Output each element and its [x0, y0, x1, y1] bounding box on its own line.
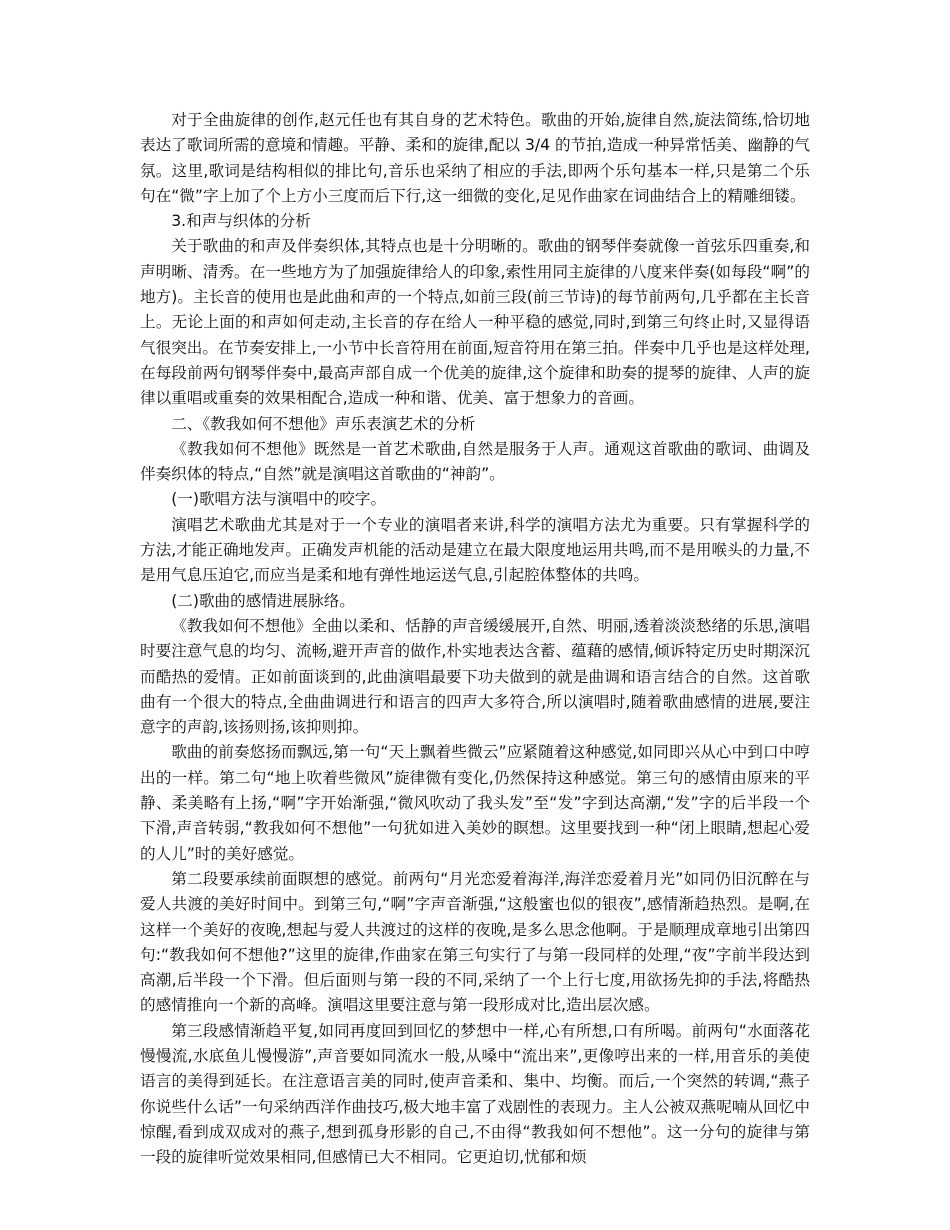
paragraph-harmony-texture: 关于歌曲的和声及伴奏织体,其特点也是十分明晰的。歌曲的钢琴伴奏就像一首弦乐四重奏,和声明晰、清秀。在一些地方为了加强旋律给人的印象,索性用同主旋律的八度来伴奏(如每段“啊”的地方)。主长音的使用也是此曲和声的一个特点,如前三段(前三节诗)的每节前两句,几乎都在主长音上。无论上面的和声如何走动,主长音的存在给人一种平稳的感觉,同时,到第三句终止时,又显得语气很突出。在节奏安排上,一小节中长音符用在前面,短音符用在第三拍。伴奏中几乎也是这样处理,在每段前两句钢琴伴奏中,最高声部自成一个优美的旋律,这个旋律和助奏的提琴的旋律、人声的旋律以重唱或重奏的效果相配合,造成一种和谐、优美、富于想象力的音画。	[140, 237, 810, 408]
paragraph-vocal-intro: 《教我如何不想他》既然是一首艺术歌曲,自然是服务于人声。通观这首歌曲的歌词、曲调及伴奏织体的特点,“自然”就是演唱这首歌曲的“神韵”。	[140, 439, 810, 484]
document-page	[140, 108, 810, 1170]
paragraph-singing-method: 演唱艺术歌曲尤其是对于一个专业的演唱者来讲,科学的演唱方法尤为重要。只有掌握科学的方法,才能正确地发声。正确发声机能的活动是建立在最大限度地运用共鸣,而不是用喉头的力量,不是用气息压迫它,而应当是柔和地有弹性地运送气息,引起腔体整体的共鸣。	[140, 515, 810, 585]
heading-vocal-performance: 二、《教我如何不想他》声乐表演艺术的分析	[171, 414, 476, 433]
heading-emotion-development: (二)歌曲的感情进展脉络。	[171, 591, 355, 610]
paragraph-emotion-overview: 《教我如何不想他》全曲以柔和、恬静的声音缓缓展开,自然、明丽,透着淡淡愁绪的乐思,演唱时要注意气息的均匀、流畅,避开声音的做作,朴实地表达含蓄、蕴藉的感情,倾诉特定历史时期深沉而酷热的爱情。正如前面谈到的,此曲演唱最要下功夫做到的就是曲调和语言结合的自然。这首歌曲有一个很大的特点,全曲曲调进行和语言的四声大多符合,所以演唱时,随着歌曲感情的进展,要注意字的声韵,该扬则扬,该抑则抑。	[140, 616, 810, 737]
heading-harmony-texture: 3.和声与织体的分析	[171, 212, 311, 231]
paragraph-first-verse: 歌曲的前奏悠扬而飘远,第一句“天上飘着些微云”应紧随着这种感觉,如同即兴从心中到口中哼出的一样。第二句“地上吹着些微风”旋律微有变化,仍然保持这种感觉。第三句的感情由原来的平静、柔美略有上扬,“啊”字开始渐强,“微风吹动了我头发”至“发”字到达高潮,“发”字的后半段一个下滑,声音转弱,“教我如何不想他”一句犹如进入美妙的瞑想。这里要找到一种“闭上眼睛,想起心爱的人儿”时的美好感觉。	[140, 743, 810, 863]
heading-singing-method: (一)歌唱方法与演唱中的咬字。	[171, 490, 387, 509]
paragraph-third-verse: 第三段感情渐趋平复,如同再度回到回忆的梦想中一样,心有所想,口有所喝。前两句“水面落花慢慢流,水底鱼儿慢慢游”,声音要如同流水一般,从嗓中“流出来”,更像哼出来的一样,用音乐的美使语言的美得到延长。在注意语言美的同时,使声音柔和、集中、均衡。而后,一个突然的转调,“燕子你说些什么话”一句采纳西洋作曲技巧,极大地丰富了戏剧性的表现力。主人公被双燕呢喃从回忆中惊醒,看到成双成对的燕子,想到孤身形影的自己,不由得“教我如何不想他”。这一分句的旋律与第一段的旋律听觉效果相同,但感情已大不相同。它更迫切,忧郁和烦	[140, 1021, 810, 1167]
paragraph-melody-art: 对于全曲旋律的创作,赵元任也有其自身的艺术特色。歌曲的开始,旋律自然,旋法简练,恰切地表达了歌词所需的意境和情趣。平静、柔和的旋律,配以 3/4 的节拍,造成一种异常恬美、幽静的气氛。这里,歌词是结构相似的排比句,音乐也采纳了相应的手法,即两个乐句基本一样,只是第二个乐句在“微”字上加了个上方小三度而后下行,这一细微的变化,足见作曲家在词曲结合上的精雕细镂。	[140, 111, 810, 205]
paragraph-second-verse: 第二段要承续前面瞑想的感觉。前两句“月光恋爱着海洋,海洋恋爱着月光”如同仍旧沉醉在与爱人共渡的美好时间中。到第三句,“啊”字声音渐强,“这般蜜也似的银夜”,感情渐趋热烈。是啊,在这样一个美好的夜晚,想起与爱人共渡过的这样的夜晚,是多么思念他啊。于是顺理成章地引出第四句:“教我如何不想他?”这里的旋律,作曲家在第三句实行了与第一段同样的处理,“夜”字前半段达到高潮,后半段一个下滑。但后面则与第一段的不同,采纳了一个上行七度,用欲扬先抑的手法,将酷热的感情推向一个新的高峰。演唱这里要注意与第一段形成对比,造出层次感。	[140, 869, 810, 1015]
